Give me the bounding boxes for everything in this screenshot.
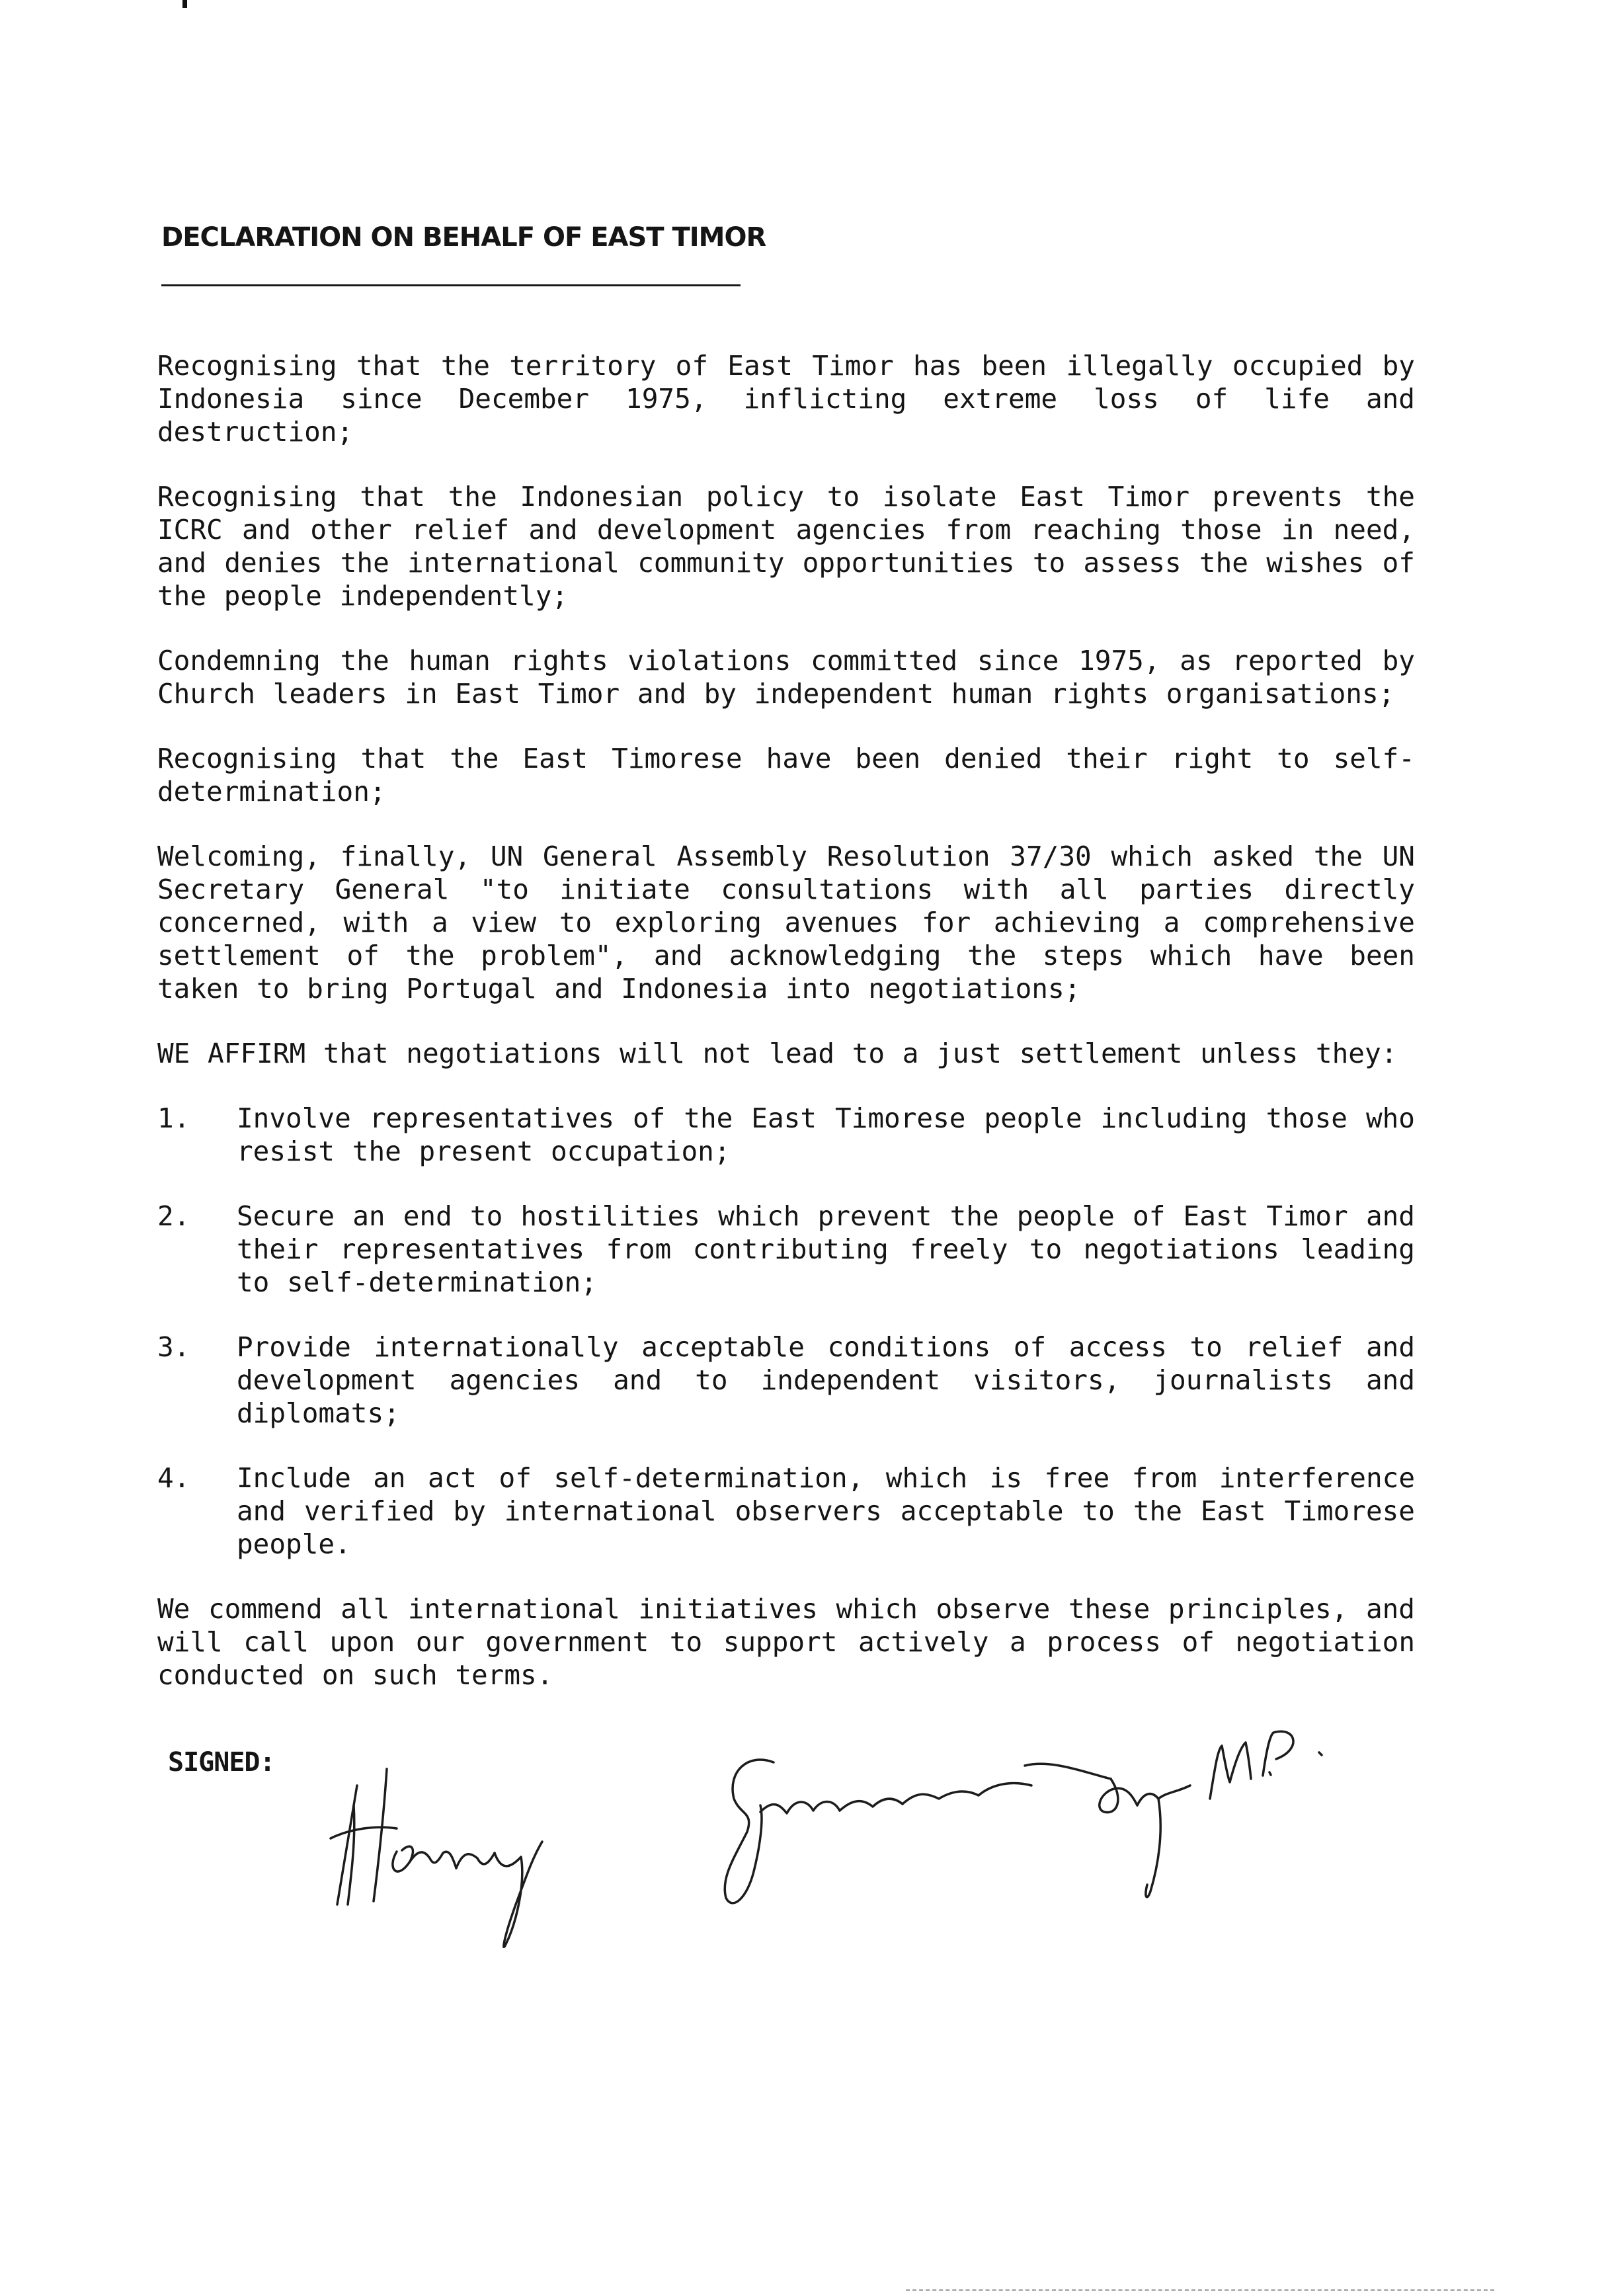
list-item-number: 3. [157,1331,190,1363]
list-item [157,1200,1415,1299]
title-underline [161,284,741,286]
paragraph-recognising-isolation: Recognising that the Indonesian policy to isolate East Timor prevents the ICRC and other relief and development agencies from reaching those in need, and denies the international community opportunities to assess the wishes of the people independently; [157,481,1415,612]
paragraph-condemning-violations: Condemning the human rights violations committed since 1975, as reported by Church leaders in East Timor and by independent human rights organisations; [157,645,1415,710]
list-item-number: 1. [157,1102,190,1134]
list-item [157,1102,1415,1168]
list-item-number: 4. [157,1462,190,1494]
list-item-text: Involve representatives of the East Timorese people including those who resist the present occupation; [237,1102,1415,1167]
scan-mark [182,0,187,8]
list-item-text: Secure an end to hostilities which prevent the people of East Timor and their representatives from contributing freely to negotiations leading to self-determination; [237,1200,1415,1298]
document-body [157,349,1415,1723]
paragraph-recognising-occupation: Recognising that the territory of East Timor has been illegally occupied by Indonesia since December 1975, inflicting extreme loss of life and destruction; [157,350,1415,448]
scan-artifact-line [906,2289,1494,2292]
signed-label: SIGNED: [168,1747,275,1778]
document-title: DECLARATION ON BEHALF OF EAST TIMOR [161,222,766,253]
list-item-text: Include an act of self-determination, which is free from interference and verified by international observers acceptable to the East Timorese people. [237,1462,1415,1560]
handwritten-signature [324,1700,1408,1964]
paragraph-recognising-self-determination: Recognising that the East Timorese have been denied their right to self-determination; [157,743,1415,807]
paragraph-welcoming-resolution: Welcoming, finally, UN General Assembly Resolution 37/30 which asked the UN Secretary General "to initiate consultations with all parties directly concerned, with a view to exploring avenues for achieving a comprehensive settlement of the problem", and acknowledging the steps which have been taken to bring Portugal and Indonesia into negotiations; [157,840,1415,1004]
list-item [157,1331,1415,1430]
list-item-number: 2. [157,1200,190,1232]
paragraph-closing: We commend all international initiatives which observe these principles, and will call upon our government to support actively a process of negotiation conducted on such terms. [157,1593,1415,1691]
paragraph-affirm: WE AFFIRM that negotiations will not lead to a just settlement unless they: [157,1038,1398,1069]
list-item-text: Provide internationally acceptable conditions of access to relief and development agencies and to independent visitors, journalists and diplomats; [237,1331,1415,1429]
list-item [157,1461,1415,1561]
